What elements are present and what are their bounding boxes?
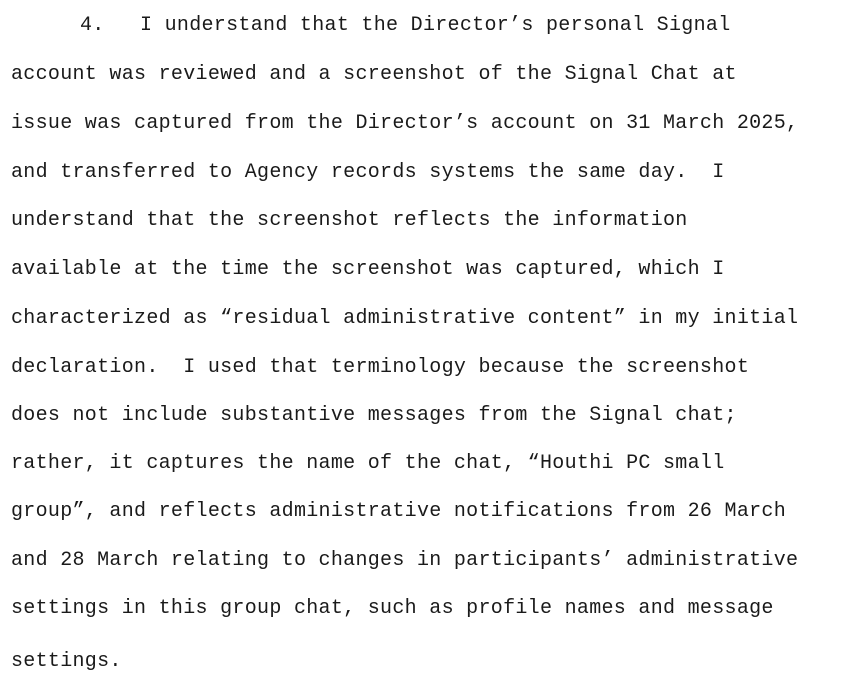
paragraph-line-8: declaration. I used that terminology because the screenshot [11,356,750,379]
paragraph-line-1 [80,14,731,38]
paragraph-line-14: settings. [11,650,122,673]
paragraph-line-12: and 28 March relating to changes in participants’ administrative [11,549,799,572]
paragraph-line-1-text: I understand that the Director’s personal Signal [140,14,731,37]
paragraph-line-6: available at the time the screenshot was captured, which I [11,258,725,281]
paragraph-line-5: understand that the screenshot reflects the information [11,209,688,232]
paragraph-line-2: account was reviewed and a screenshot of the Signal Chat at [11,63,737,86]
paragraph-line-9: does not include substantive messages from the Signal chat; [11,404,737,427]
paragraph-line-4: and transferred to Agency records systems the same day. I [11,161,725,184]
paragraph-line-11: group”, and reflects administrative notifications from 26 March [11,500,787,523]
paragraph-line-10: rather, it captures the name of the chat, “Houthi PC small [11,452,725,475]
paragraph-line-3: issue was captured from the Director’s account on 31 March 2025, [11,112,799,135]
paragraph-number: 4. [80,14,105,37]
paragraph-line-7: characterized as “residual administrative content” in my initial [11,307,799,330]
paragraph-line-13: settings in this group chat, such as profile names and message [11,597,774,620]
